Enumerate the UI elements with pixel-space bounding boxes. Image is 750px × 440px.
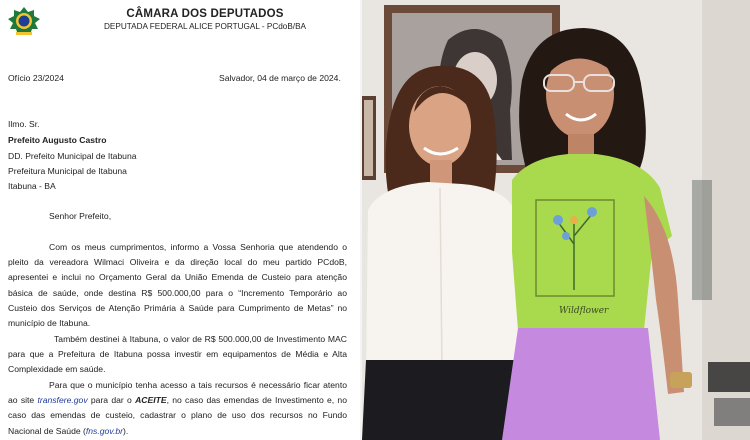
- salutation-prefix: Ilmo. Sr.: [8, 119, 40, 129]
- recipient-name: Prefeito Augusto Castro: [8, 135, 107, 145]
- aceite-text: ACEITE: [135, 395, 167, 406]
- place-date: Salvador, 04 de março de 2024.: [219, 73, 341, 83]
- p3-text-d: ).: [122, 425, 129, 436]
- recipient-city: Itabuna - BA: [8, 181, 56, 191]
- transfere-gov-link[interactable]: transfere.gov: [37, 395, 88, 406]
- greeting: Senhor Prefeito,: [49, 211, 112, 221]
- header-subtitle: DEPUTADA FEDERAL ALICE PORTUGAL - PCdoB/BA: [103, 22, 307, 31]
- paragraph-3: [8, 378, 347, 439]
- photo-illustration: [362, 0, 750, 440]
- left-wall-frame: [362, 96, 376, 180]
- p3-text-b: para dar o: [87, 395, 136, 406]
- fns-gov-link[interactable]: fns.gov.br: [85, 425, 123, 436]
- p3-text-a: Para que o município tenha acesso a tais recursos é necessário ficar atento ao site: [8, 380, 347, 406]
- office-number: Ofício 23/2024: [8, 73, 64, 83]
- header-title: CÂMARA DOS DEPUTADOS: [126, 8, 284, 20]
- letter-document: [0, 0, 360, 440]
- brazil-coat-of-arms-icon: [7, 6, 41, 38]
- p3-text-c: , no caso das emendas de Investimento e, no caso das emendas de custeio, cadastrar o plano de uso dos recursos no Fundo Nacional de Saúde (: [8, 395, 347, 436]
- recipient-org: Prefeitura Municipal de Itabuna: [8, 166, 127, 176]
- paragraph-1: Com os meus cumprimentos, informo a Vossa Senhoria que atendendo o pleito da vereadora Wilmaci Oliveira e da direção local do meu partido PCdoB, apresentei e inclui no Orçamento Geral da União Emenda de Custeio para atenção básica de saúde, onde destina R$ 500.000,00 para o “Incremento Temporário ao Custeio dos Serviços de Atenção Primária à Saúde para Cumprimento de Metas” no município de Itabuna.: [8, 242, 347, 329]
- photo-panel: [362, 0, 750, 440]
- paragraph-2: Também destinei à Itabuna, o valor de R$ 500.000,00 de Investimento MAC para que a Prefeitura de Itabuna possa investir em equipamentos de Média e Alta Complexidade em saúde.: [8, 334, 347, 375]
- recipient-title: DD. Prefeito Municipal de Itabuna: [8, 151, 137, 161]
- shirt-text: Wildflower: [559, 306, 609, 316]
